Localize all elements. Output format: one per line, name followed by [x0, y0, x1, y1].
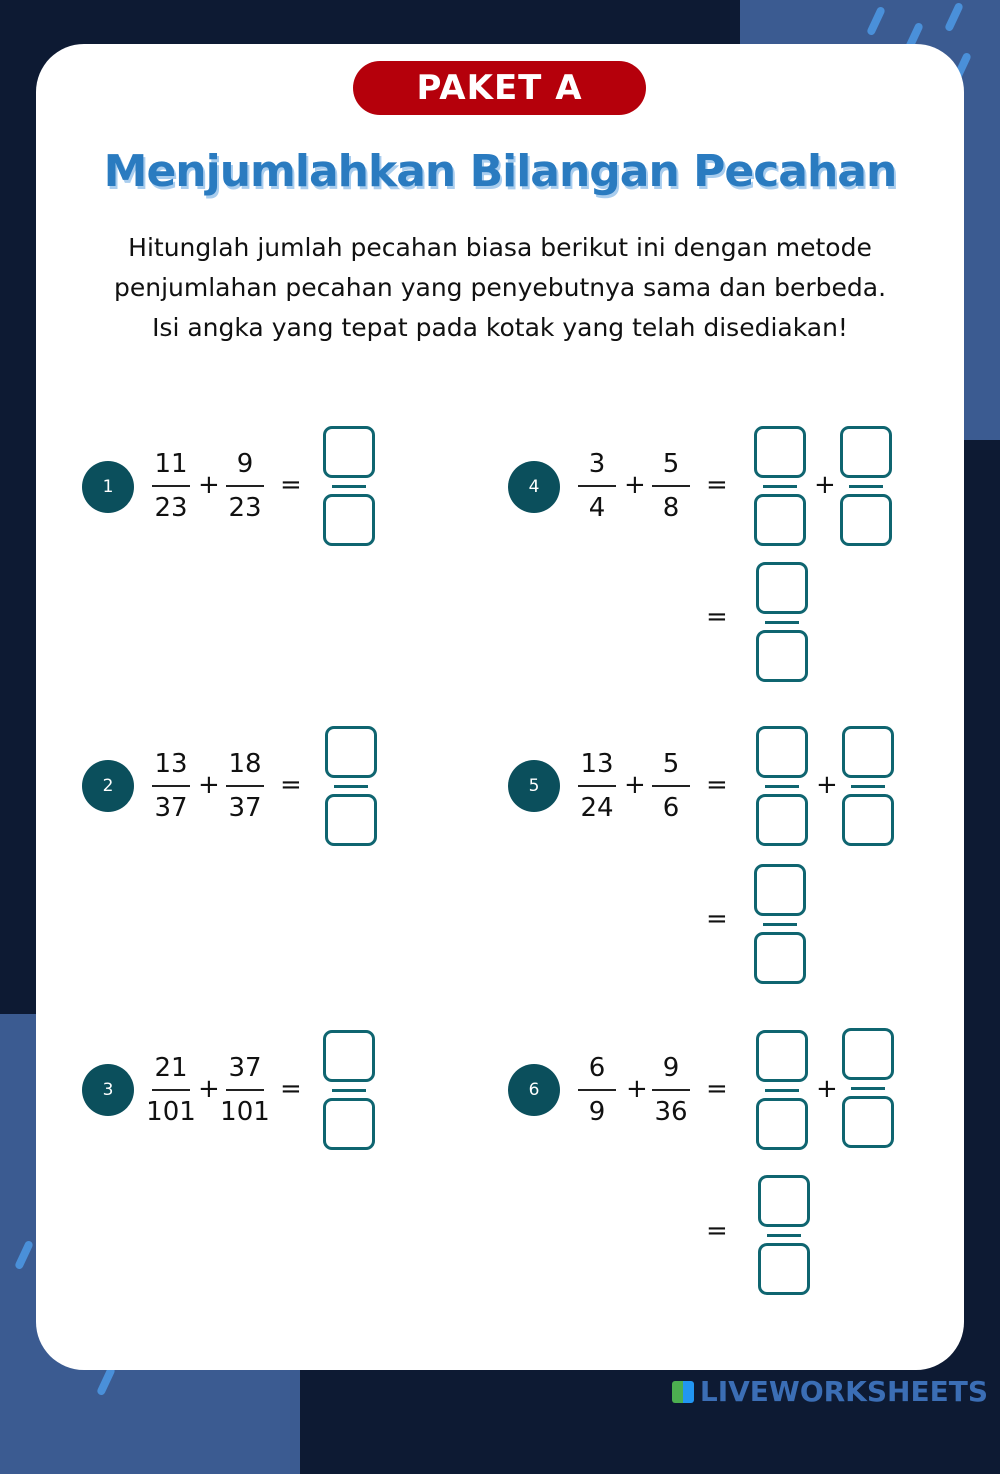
step-b-denominator-box[interactable] — [842, 1096, 894, 1148]
fraction-a — [146, 746, 196, 826]
fraction-a — [572, 446, 622, 526]
plus-sign: + — [816, 770, 838, 800]
equals-sign: = — [706, 602, 728, 632]
denominator: 4 — [588, 493, 606, 523]
answer-denominator-box[interactable] — [323, 494, 375, 546]
answer-fraction-bar — [767, 1234, 801, 1237]
fraction-bar — [152, 1089, 190, 1091]
page-title: Menjumlahkan Bilangan Pecahan — [103, 146, 897, 197]
problem-number-badge: 4 — [508, 461, 560, 513]
answer-fraction-bar — [763, 923, 797, 926]
fraction-a — [146, 1050, 196, 1130]
plus-sign: + — [624, 770, 646, 800]
answer-fraction-bar — [332, 1089, 366, 1092]
denominator: 101 — [146, 1097, 196, 1127]
answer-numerator-box[interactable] — [756, 562, 808, 614]
equals-sign: = — [280, 1074, 302, 1104]
answer-fraction-bar — [765, 621, 799, 624]
numerator: 21 — [154, 1053, 188, 1083]
equals-sign: = — [706, 1074, 728, 1104]
numerator: 13 — [580, 749, 614, 779]
denominator: 8 — [662, 493, 680, 523]
equals-sign: = — [280, 770, 302, 800]
answer-fraction-bar — [851, 1087, 885, 1090]
answer-numerator-box[interactable] — [754, 864, 806, 916]
fraction-bar — [226, 485, 264, 487]
answer-fraction-bar — [765, 1089, 799, 1092]
answer-fraction-bar — [849, 485, 883, 488]
numerator: 13 — [154, 749, 188, 779]
liveworksheets-logo — [672, 1375, 988, 1408]
equals-sign: = — [706, 1216, 728, 1246]
numerator: 18 — [228, 749, 262, 779]
equals-sign: = — [706, 904, 728, 934]
step-b-numerator-box[interactable] — [842, 1028, 894, 1080]
brand-text: LIVEWORKSHEETS — [699, 1375, 988, 1408]
fraction-bar — [652, 485, 690, 487]
plus-sign: + — [626, 1074, 648, 1104]
numerator: 37 — [228, 1053, 262, 1083]
answer-numerator-box[interactable] — [323, 426, 375, 478]
step-b-numerator-box[interactable] — [842, 726, 894, 778]
problem-number-badge: 6 — [508, 1064, 560, 1116]
fraction-b — [646, 746, 696, 826]
numerator: 6 — [588, 1053, 606, 1083]
denominator: 37 — [154, 793, 188, 823]
step-b-denominator-box[interactable] — [840, 494, 892, 546]
plus-sign: + — [198, 470, 220, 500]
problem-number-badge: 5 — [508, 760, 560, 812]
step-a-denominator-box[interactable] — [754, 494, 806, 546]
answer-denominator-box[interactable] — [756, 630, 808, 682]
equals-sign: = — [706, 470, 728, 500]
denominator: 37 — [228, 793, 262, 823]
numerator: 9 — [236, 449, 254, 479]
liveworksheets-mark-icon — [672, 1381, 694, 1403]
answer-denominator-box[interactable] — [758, 1243, 810, 1295]
fraction-a — [572, 746, 622, 826]
fraction-bar — [578, 485, 616, 487]
equals-sign: = — [706, 770, 728, 800]
paket-badge: PAKET A — [353, 61, 646, 115]
step-a-numerator-box[interactable] — [756, 1030, 808, 1082]
denominator: 23 — [228, 493, 262, 523]
plus-sign: + — [198, 1074, 220, 1104]
numerator: 11 — [154, 449, 188, 479]
step-b-denominator-box[interactable] — [842, 794, 894, 846]
problem-number-badge: 2 — [82, 760, 134, 812]
problem-number-badge: 3 — [82, 1064, 134, 1116]
denominator: 6 — [662, 793, 680, 823]
equals-sign: = — [280, 470, 302, 500]
step-a-denominator-box[interactable] — [756, 794, 808, 846]
step-b-numerator-box[interactable] — [840, 426, 892, 478]
fraction-bar — [226, 1089, 264, 1091]
answer-denominator-box[interactable] — [754, 932, 806, 984]
fraction-b — [220, 746, 270, 826]
numerator: 5 — [662, 449, 680, 479]
plus-sign: + — [814, 470, 836, 500]
answer-numerator-box[interactable] — [325, 726, 377, 778]
fraction-b — [220, 1050, 270, 1130]
fraction-bar — [652, 785, 690, 787]
answer-fraction-bar — [851, 785, 885, 788]
answer-fraction-bar — [763, 485, 797, 488]
numerator: 3 — [588, 449, 606, 479]
fraction-bar — [652, 1089, 690, 1091]
denominator: 24 — [580, 793, 614, 823]
numerator: 9 — [662, 1053, 680, 1083]
answer-numerator-box[interactable] — [758, 1175, 810, 1227]
step-a-denominator-box[interactable] — [756, 1098, 808, 1150]
answer-fraction-bar — [765, 785, 799, 788]
fraction-b — [220, 446, 270, 526]
fraction-b — [646, 446, 696, 526]
answer-denominator-box[interactable] — [323, 1098, 375, 1150]
fraction-bar — [578, 785, 616, 787]
problem-number-badge: 1 — [82, 461, 134, 513]
fraction-bar — [578, 1089, 616, 1091]
step-a-numerator-box[interactable] — [756, 726, 808, 778]
denominator: 101 — [220, 1097, 270, 1127]
fraction-bar — [152, 785, 190, 787]
answer-fraction-bar — [334, 785, 368, 788]
answer-fraction-bar — [332, 485, 366, 488]
plus-sign: + — [198, 770, 220, 800]
plus-sign: + — [816, 1074, 838, 1104]
denominator: 23 — [154, 493, 188, 523]
denominator: 36 — [654, 1097, 688, 1127]
fraction-a — [146, 446, 196, 526]
answer-numerator-box[interactable] — [323, 1030, 375, 1082]
fraction-b — [646, 1050, 696, 1130]
fraction-a — [572, 1050, 622, 1130]
denominator: 9 — [588, 1097, 606, 1127]
fraction-bar — [152, 485, 190, 487]
numerator: 5 — [662, 749, 680, 779]
plus-sign: + — [624, 470, 646, 500]
step-a-numerator-box[interactable] — [754, 426, 806, 478]
answer-denominator-box[interactable] — [325, 794, 377, 846]
fraction-bar — [226, 785, 264, 787]
instructions: Hitunglah jumlah pecahan biasa berikut ini dengan metode penjumlahan pecahan yang penyebutnya sama dan berbeda. Isi angka yang tepat pada kotak yang telah disediakan! — [113, 233, 887, 342]
